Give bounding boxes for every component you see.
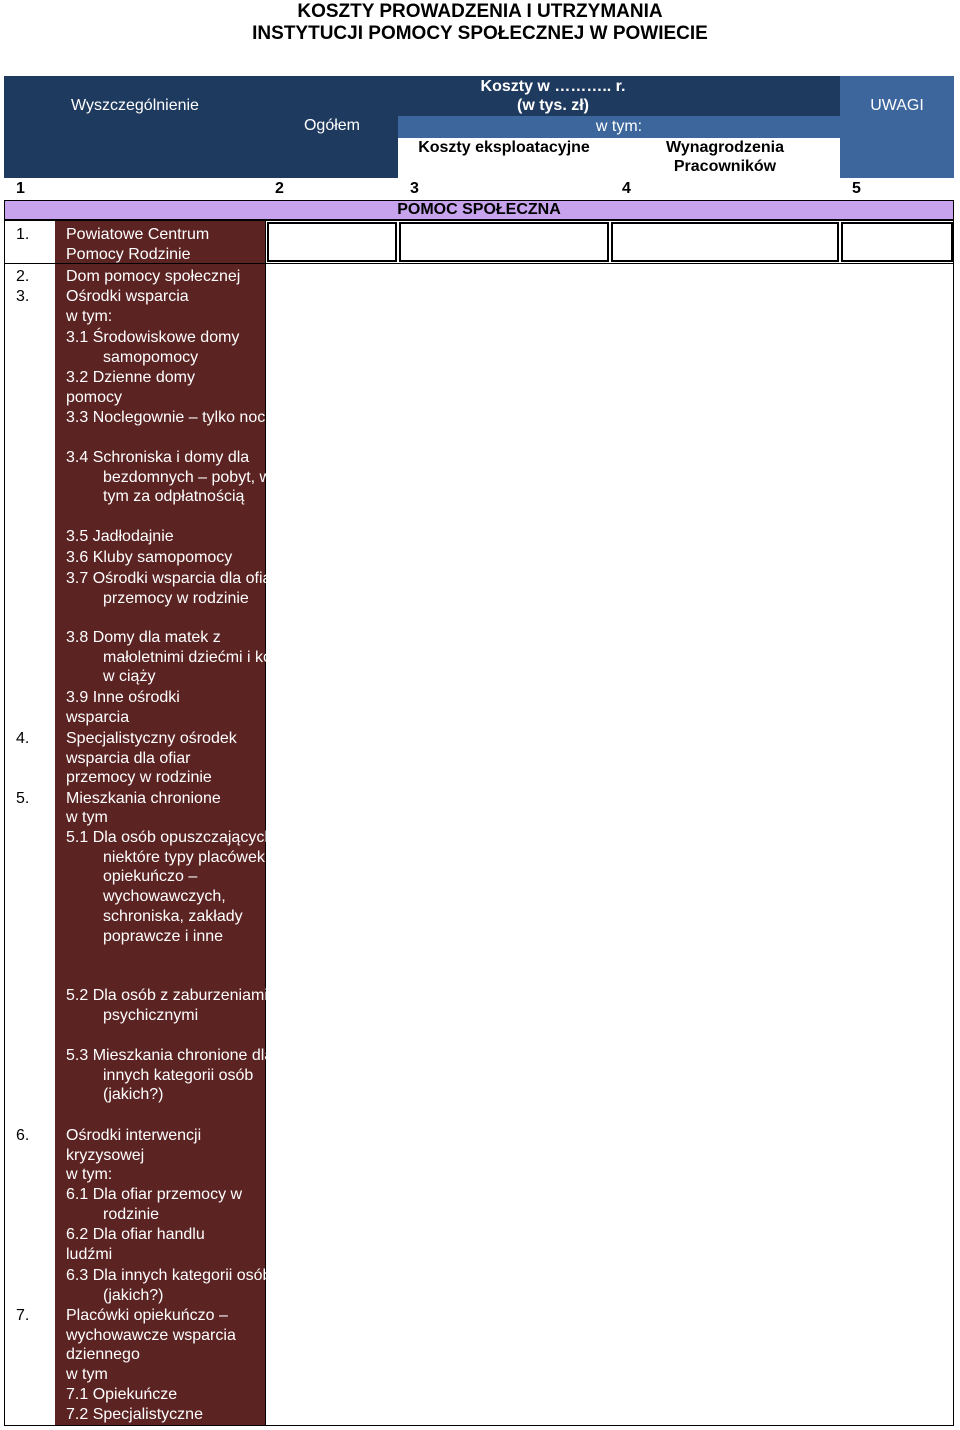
- header-koszty-line1: Koszty w ……….. r.: [480, 78, 626, 95]
- row-label: 3.9 Inne ośrodki wsparcia: [66, 689, 180, 726]
- column-divider-label: [265, 221, 266, 1426]
- row-label: 3.6 Kluby samopomocy: [66, 549, 233, 566]
- row-label: 6.3 Dla innych kategorii osób (jakich?): [66, 1267, 272, 1304]
- column-number-4: 4: [622, 180, 631, 197]
- section-title: POMOC SPOŁECZNA: [397, 201, 561, 218]
- row-label: 3.2 Dzienne domy pomocy: [66, 369, 195, 406]
- row-label: Dom pomocy społecznej: [66, 268, 241, 285]
- header-wynagrodzenia-line1: Wynagrodzenia: [666, 139, 784, 156]
- row-label: 5.1 Dla osób opuszczających niektóre typy placówek opiekuńczo – wychowawczych, schroniska, zakłady poprawcze i inne: [66, 829, 274, 945]
- data-cell-wynagrodzenia[interactable]: [611, 222, 839, 262]
- header-ogolem: Ogółem: [303, 117, 361, 134]
- row-number: 3.: [16, 288, 30, 305]
- row-number: 6.: [16, 1127, 30, 1144]
- header-w-tym: w tym:: [595, 118, 643, 135]
- row-label: 3.8 Domy dla matek z małoletnimi dziećmi i kobiet w ciąży: [66, 629, 298, 686]
- row-label: 7.2 Specjalistyczne: [66, 1406, 203, 1423]
- row-label: 3.7 Ośrodki wsparcia dla ofiar przemocy w rodzinie: [66, 570, 277, 607]
- data-cell-uwagi[interactable]: [841, 222, 953, 262]
- column-number-2: 2: [275, 180, 284, 197]
- row-number: 7.: [16, 1307, 30, 1324]
- data-cell-ogolem[interactable]: [267, 222, 397, 262]
- column-number-1: 1: [16, 180, 25, 197]
- data-cell-koszty-eksploatacyjne[interactable]: [399, 222, 609, 262]
- header-wyszczegolnienie: Wyszczególnienie: [71, 97, 199, 114]
- row-label: 3.3 Noclegownie – tylko nocleg: [66, 409, 287, 426]
- row-label: 3.5 Jadłodajnie: [66, 528, 174, 545]
- row-label: w tym: [66, 1366, 108, 1383]
- row-label: Powiatowe Centrum Pomocy Rodzinie: [66, 226, 210, 263]
- column-number-5: 5: [852, 180, 861, 197]
- header-uwagi: UWAGI: [870, 97, 924, 114]
- row-label: Mieszkania chronione: [66, 790, 221, 807]
- header-koszty-line2: (w tys. zł): [516, 97, 589, 114]
- row-number: 1.: [16, 226, 30, 243]
- row-label: Placówki opiekuńczo – wychowawcze wsparcia dziennego: [66, 1307, 236, 1364]
- row-label: w tym:: [66, 1166, 113, 1183]
- column-number-3: 3: [410, 180, 419, 197]
- row-number: 2.: [16, 268, 30, 285]
- row-label: Ośrodki wsparcia: [66, 288, 189, 305]
- row-label: 5.2 Dla osób z zaburzeniami psychicznymi: [66, 987, 268, 1024]
- page-title-line1: KOSZTY PROWADZENIA I UTRZYMANIA: [297, 1, 663, 22]
- row-label: 3.1 Środowiskowe domy samopomocy: [66, 329, 240, 366]
- header-koszty-eksploatacyjne: Koszty eksploatacyjne: [418, 139, 590, 156]
- row-label: 5.3 Mieszkania chronione dla innych kategorii osób (jakich?): [66, 1047, 274, 1104]
- row-number: 4.: [16, 730, 30, 747]
- section-separator: [4, 219, 954, 221]
- row-label: Ośrodki interwencji kryzysowej: [66, 1127, 202, 1164]
- header-uwagi-cell: [840, 76, 954, 178]
- header-wyszczegolnienie-cell: [4, 76, 266, 178]
- header-wynagrodzenia-line2: Pracowników: [673, 158, 777, 175]
- row-label: 3.4 Schroniska i domy dla bezdomnych – pobyt, w tym za odpłatnością: [66, 449, 272, 506]
- row-label: 6.1 Dla ofiar przemocy w rodzinie: [66, 1186, 243, 1223]
- row-label: Specjalistyczny ośrodek wsparcia dla ofiar przemocy w rodzinie: [66, 730, 237, 787]
- row-label: 7.1 Opiekuńcze: [66, 1386, 178, 1403]
- row-label: w tym: [66, 809, 108, 826]
- page-title-line2: INSTYTUCJI POMOCY SPOŁECZNEJ W POWIECIE: [252, 23, 708, 44]
- row-label: w tym:: [66, 308, 113, 325]
- row-label: 6.2 Dla ofiar handlu ludźmi: [66, 1226, 205, 1263]
- row-number: 5.: [16, 790, 30, 807]
